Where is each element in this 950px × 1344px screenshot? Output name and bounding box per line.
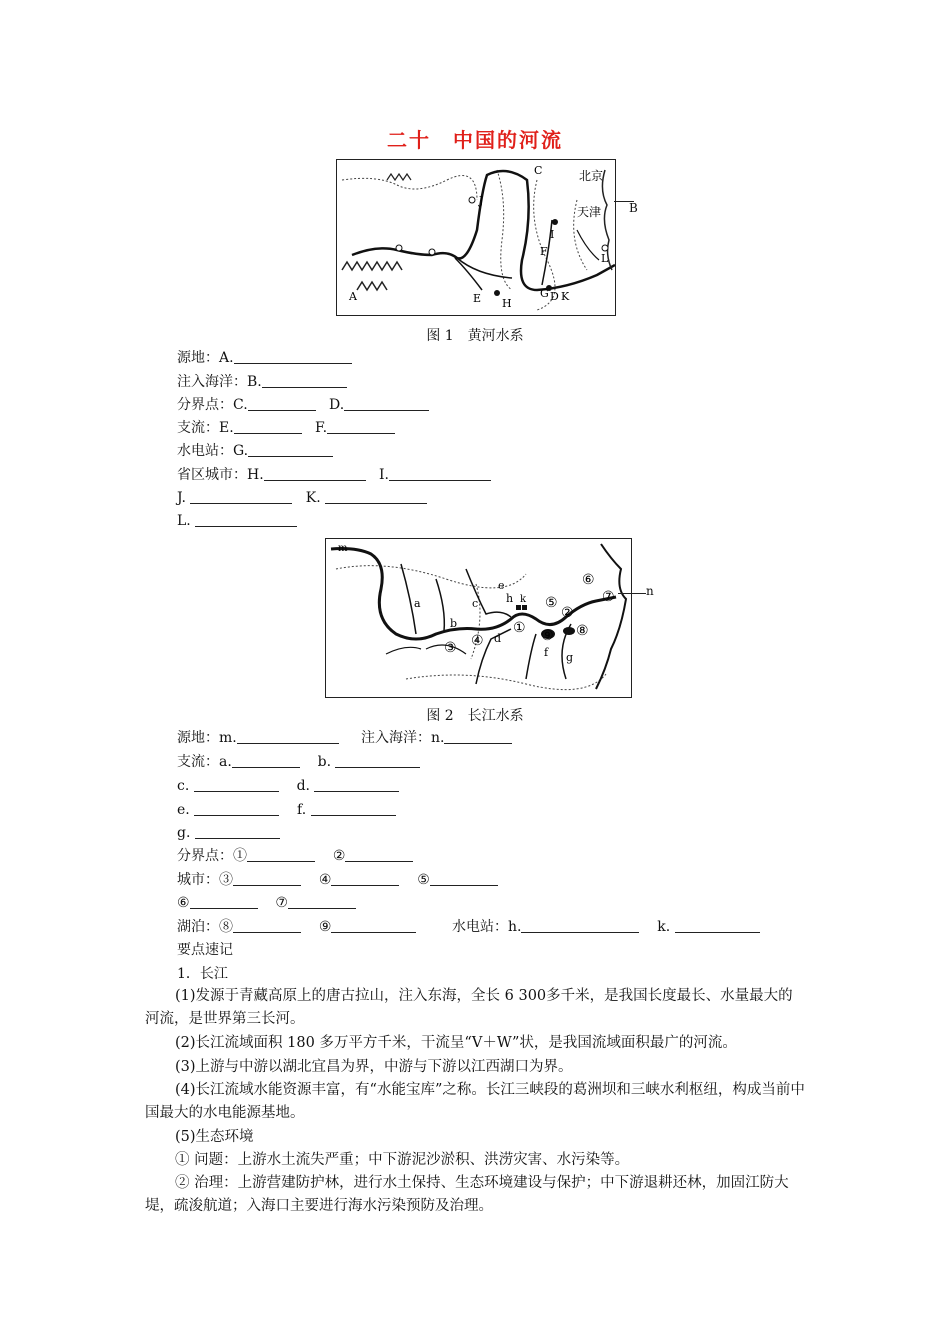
label-b: b [450, 617, 458, 630]
blank-3[interactable] [233, 871, 301, 886]
note-p4: (4)长江流域水能资源丰富，有“水能宝库”之称。长江三峡段的葛洲坝和三峡水利枢纽，构成当前中国最大的水电能源基地。 [145, 1082, 805, 1121]
label-n: n [646, 584, 654, 598]
label-E: E [473, 292, 482, 305]
label-c9: ⑨ [541, 628, 554, 644]
q2-tributary-cd: c. d. [177, 776, 399, 796]
blank-g[interactable] [195, 824, 280, 839]
q2-city: 城市：③ ④ ⑤ [177, 870, 498, 890]
yellow-river-map [336, 159, 616, 316]
label-G: G [540, 287, 549, 300]
blank-F[interactable] [327, 419, 395, 434]
label-H: H [502, 297, 512, 310]
label-D: D [550, 290, 559, 303]
blank-B[interactable] [262, 373, 347, 388]
label-C: C [534, 164, 543, 177]
blank-1[interactable] [247, 847, 315, 862]
blank-6[interactable] [190, 894, 258, 909]
blank-k[interactable] [675, 918, 760, 933]
q2-lake-hydro: 湖泊：⑧ ⑨ 水电站：h. k. [177, 917, 760, 937]
label-k: k [520, 594, 527, 605]
label-B: B [629, 201, 638, 215]
q2-tributary-ab: 支流：a. b. [177, 752, 420, 772]
q2-city-2: ⑥ ⑦ [177, 893, 356, 913]
q-city-2: J. K. [177, 488, 427, 508]
page-title: 二十 中国的河流 [387, 128, 563, 152]
label-f: f [544, 646, 549, 659]
blank-J[interactable] [190, 489, 292, 504]
figure2-caption: 图 2 长江水系 [426, 708, 524, 724]
note-p5: (5)生态环境 [175, 1129, 254, 1145]
q2-tributary-g: g. [177, 823, 280, 843]
label-c5: ⑤ [545, 595, 558, 611]
note-p6: ① 问题：上游水土流失严重；中下游泥沙淤积、洪涝灾害、水污染等。 [175, 1152, 630, 1168]
label-m: m [338, 543, 348, 554]
blank-9[interactable] [331, 918, 416, 933]
figure1-caption: 图 1 黄河水系 [426, 328, 524, 344]
label-K: K [561, 290, 570, 303]
yellow-river-svg [337, 160, 615, 315]
label-beijing: 北京 [579, 169, 604, 183]
blank-d[interactable] [314, 777, 399, 792]
label-e: e [498, 579, 505, 592]
blank-D[interactable] [344, 396, 429, 411]
blank-8[interactable] [233, 918, 301, 933]
label-c6: ⑥ [582, 572, 595, 588]
blank-n[interactable] [444, 729, 512, 744]
label-d: d [494, 632, 502, 645]
blank-E[interactable] [234, 419, 302, 434]
blank-G[interactable] [248, 442, 333, 457]
label-tianjin: 天津 [577, 205, 602, 219]
blank-7[interactable] [288, 894, 356, 909]
q-city: 省区城市：H. I. [177, 465, 491, 485]
blank-L[interactable] [195, 512, 297, 527]
yangtze-river-svg [326, 539, 631, 697]
note-p7: ② 治理：上游营建防护林，进行水土保持、生态环境建设与保护；中下游退耕还林，加固江防大堤，疏浚航道；入海口主要进行海水污染预防及治理。 [145, 1175, 789, 1214]
yangtze-river-map [325, 538, 632, 698]
label-I: I [550, 228, 555, 241]
label-h: h [506, 592, 514, 605]
label-J: J [479, 194, 484, 207]
notes-heading: 要点速记 [177, 942, 233, 958]
label-a: a [414, 597, 421, 610]
label-F: F [540, 245, 548, 258]
blank-5[interactable] [430, 871, 498, 886]
note-p3: (3)上游与中游以湖北宜昌为界，中游与下游以江西湖口为界。 [175, 1059, 573, 1075]
label-L: L [601, 252, 609, 265]
q-ocean: 注入海洋：B. [177, 372, 347, 392]
blank-I[interactable] [389, 466, 491, 481]
blank-b[interactable] [335, 753, 420, 768]
q2-tributary-ef: e. f. [177, 800, 396, 820]
label-c8: ⑧ [576, 623, 589, 639]
blank-c[interactable] [194, 777, 279, 792]
blank-C[interactable] [248, 396, 316, 411]
label-c3: ③ [444, 640, 457, 656]
blank-h[interactable] [521, 918, 639, 933]
notes-section-1: 1．长江 [177, 966, 228, 982]
note-p2: (2)长江流域面积 180 多万平方千米，干流呈“V＋W”状，是我国流域面积最广的河流。 [175, 1035, 737, 1051]
note-p1: (1)发源于青藏高原上的唐古拉山，注入东海，全长 6 300多千米，是我国长度最长、水量最大的河流，是世界第三长河。 [145, 988, 793, 1027]
q-boundary: 分界点：C. D. [177, 395, 429, 415]
blank-A[interactable] [234, 349, 352, 364]
label-c4: ④ [471, 633, 484, 649]
q-hydro: 水电站：G. [177, 441, 333, 461]
label-c: c [472, 597, 479, 610]
label-c1: ① [513, 620, 526, 636]
label-c2: ② [561, 605, 574, 621]
blank-a[interactable] [232, 753, 300, 768]
blank-e[interactable] [194, 801, 279, 816]
blank-K[interactable] [325, 489, 427, 504]
label-g: g [566, 651, 574, 664]
blank-2[interactable] [345, 847, 413, 862]
blank-f[interactable] [311, 801, 396, 816]
blank-4[interactable] [331, 871, 399, 886]
q-source: 源地：A. [177, 348, 352, 368]
blank-H[interactable] [264, 466, 366, 481]
q2-source: 源地：m. 注入海洋：n. [177, 728, 512, 748]
q-city-3: L. [177, 511, 297, 531]
pointer-n [618, 593, 646, 594]
q-tributary: 支流：E. F. [177, 418, 395, 438]
label-A: A [349, 290, 357, 303]
q2-boundary: 分界点：① ② [177, 846, 413, 866]
label-c7: ⑦ [602, 589, 615, 605]
blank-m[interactable] [237, 729, 339, 744]
